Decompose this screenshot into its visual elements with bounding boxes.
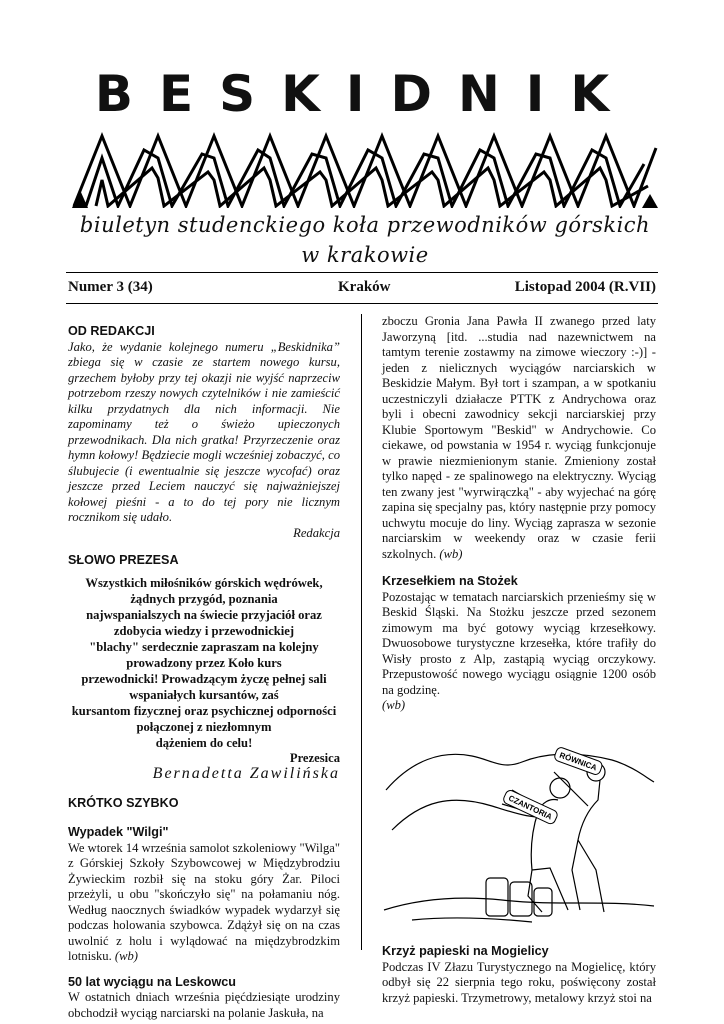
president-line: kursantom fizycznej oraz psychicznej odporności xyxy=(71,703,337,718)
column-divider xyxy=(361,314,362,950)
president-line: wspaniałych kursantów, zaś xyxy=(129,687,279,702)
short-news-heading: KRÓTKO SZYBKO xyxy=(68,795,179,810)
hikers-drawing xyxy=(382,720,656,932)
president-line: "blachy" serdecznie zapraszam na kolejny xyxy=(89,639,319,654)
president-message xyxy=(68,575,340,751)
chairlift-heading: Krzesełkiem na Stożek xyxy=(382,574,518,588)
editorial-heading: OD REDAKCJI xyxy=(68,324,155,338)
cross-text: Podczas IV Złazu Turystycznego na Mogielicę, który odbył się 22 sierpnia tego roku, poświęcony został krzyż papieski. Trzymetrowy, metalowy krzyż stoi na xyxy=(382,959,656,1005)
issue-number: Numer 3 (34) xyxy=(68,279,153,295)
mountains-illustration xyxy=(72,128,658,208)
chairlift-signature: (wb) xyxy=(382,698,406,712)
president-line: zdobycia wiedzy i przewodnickiej xyxy=(113,623,295,638)
editorial-signature: Redakcja xyxy=(293,525,340,540)
president-line: Wszystkich miłośników górskich wędrówek, xyxy=(85,575,323,590)
president-role: Prezesica xyxy=(289,750,340,765)
lift-text: W ostatnich dniach września pięćdziesiąte urodziny obchodził wyciąg narciarski na polanie Jaskuła, na xyxy=(68,990,340,1020)
wilga-body: We wtorek 14 września samolot szkoleniowy "Wilga" z Górskiej Szkoły Szybowcowej w Międzybrodziu Żywieckim rozbił się na stoku góry Żar. Piloci przeżyli, u obu "skończyło się" na połamaniu nóg. Według naocznych świadków wypadek wydarzył się podczas holowania szybowca. Zdążył się on na czas uwolnić z holu i wylądować na międzybrodzkim lotnisku. xyxy=(68,840,340,963)
left-column xyxy=(68,314,340,1021)
president-line: najwspanialszych na świecie przyjaciół oraz xyxy=(86,607,322,622)
newsletter-title: BESKIDNIK xyxy=(94,65,636,123)
sign-czantoria: CZANTORIA xyxy=(507,793,554,822)
wilga-signature: (wb) xyxy=(114,949,138,963)
cross-heading: Krzyż papieski na Mogielicy xyxy=(382,944,549,958)
wilga-heading: Wypadek "Wilgi" xyxy=(68,825,169,839)
lift-continued-body: zboczu Gronia Jana Pawła II zwanego przed laty Jaworzyną [itd. ...studia nad nazewnictwem na tamtym terenie zostawmy na zimowe wieczory :-)] - jeden z nielicznych wyciągów narciarskich w Beskidzie Małym. Był tort i szampan, a w spotkaniu uczestniczyli działacze PTTK z Andrychowa oraz byli i obecni zawodnicy sekcji narciarskiej przy Klubie Sportowym "Beskid" w Andrychowie. Co ciekawe, od powstania w 1954 r. wyciąg funkcjonuje w prawie niezmienionym stanie. Zmieniony został tylko napęd - ze spalinowego na elektryczny. Wyciąg ten zwany jest "wyrwirączką" - aby wyjechać na górę zapina się specjalny pas, który następnie przy pomocy uchwytu mocuje do liny. Wyciąg zaprasza w sezonie narciarskim w weekendy oraz w czasie ferii szkolnych. xyxy=(382,314,656,561)
newsletter-subtitle: biuletyn studenckiego koła przewodników górskich w krakowie xyxy=(79,213,651,267)
president-line: prowadzony przez Koło kurs xyxy=(126,655,282,670)
sign-rownica: RÓWNICA xyxy=(558,750,599,772)
issue-bar xyxy=(66,272,658,304)
right-column xyxy=(382,314,656,1006)
lift-continued-text xyxy=(382,314,656,562)
editorial-text: Jako, że wydanie kolejnego numeru „Beskidnika” zbiega się w czasie ze startem nowego kursu, grzechem byłoby przy tej okazji nie wyjść naprzeciw potrzebom rzeszy nowych czytelników i nie zamieścić kilku przydatnych dla nich informacji. Nie zapominamy też o świeżo upieczonych przewodnikach. Dla nich gratka! Przyrzeczenie oraz hymn kołowy! Będziecie mogli wcześniej zobaczyć, co ślubujecie (i ewentualnie się jeszcze wycofać) oraz jeszcze przed Leciem nauczyć się najważniejszej kołowej pieśni - a to do tej pory nie licznym rocznikom się udało. xyxy=(68,339,340,524)
president-name: Bernadetta Zawilińska xyxy=(152,765,340,782)
lift-heading: 50 lat wyciągu na Leskowcu xyxy=(68,974,236,989)
issue-city: Kraków xyxy=(338,279,391,295)
president-line: przewodnicki! Prowadzącym życzę pełnej sali xyxy=(81,671,327,686)
chairlift-text: Pozostając w tematach narciarskich przenieśmy się w Beskid Śląski. Na Stożku jeszcze przed sezonem zimowym ma być gotowy wyciąg krzesełkowy. Dwuosobowe turystyczne krzesełka, które trafiły do Wisły prosto z Alp, zastąpią wyciąg orczykowy. Przepustowość nowego wyciągu osiągnie 1200 osób na godzinę. xyxy=(382,589,656,697)
lift-continued-signature: (wb) xyxy=(439,546,463,561)
wilga-text xyxy=(68,841,340,965)
president-line: żądnych przygód, poznania xyxy=(130,591,278,606)
president-heading: SŁOWO PREZESA xyxy=(68,553,179,567)
president-line: dążeniem do celu! xyxy=(155,735,253,750)
issue-date: Listopad 2004 (R.VII) xyxy=(514,279,656,295)
masthead xyxy=(72,64,658,267)
president-line: połączonej z niezłomnym xyxy=(136,719,272,734)
